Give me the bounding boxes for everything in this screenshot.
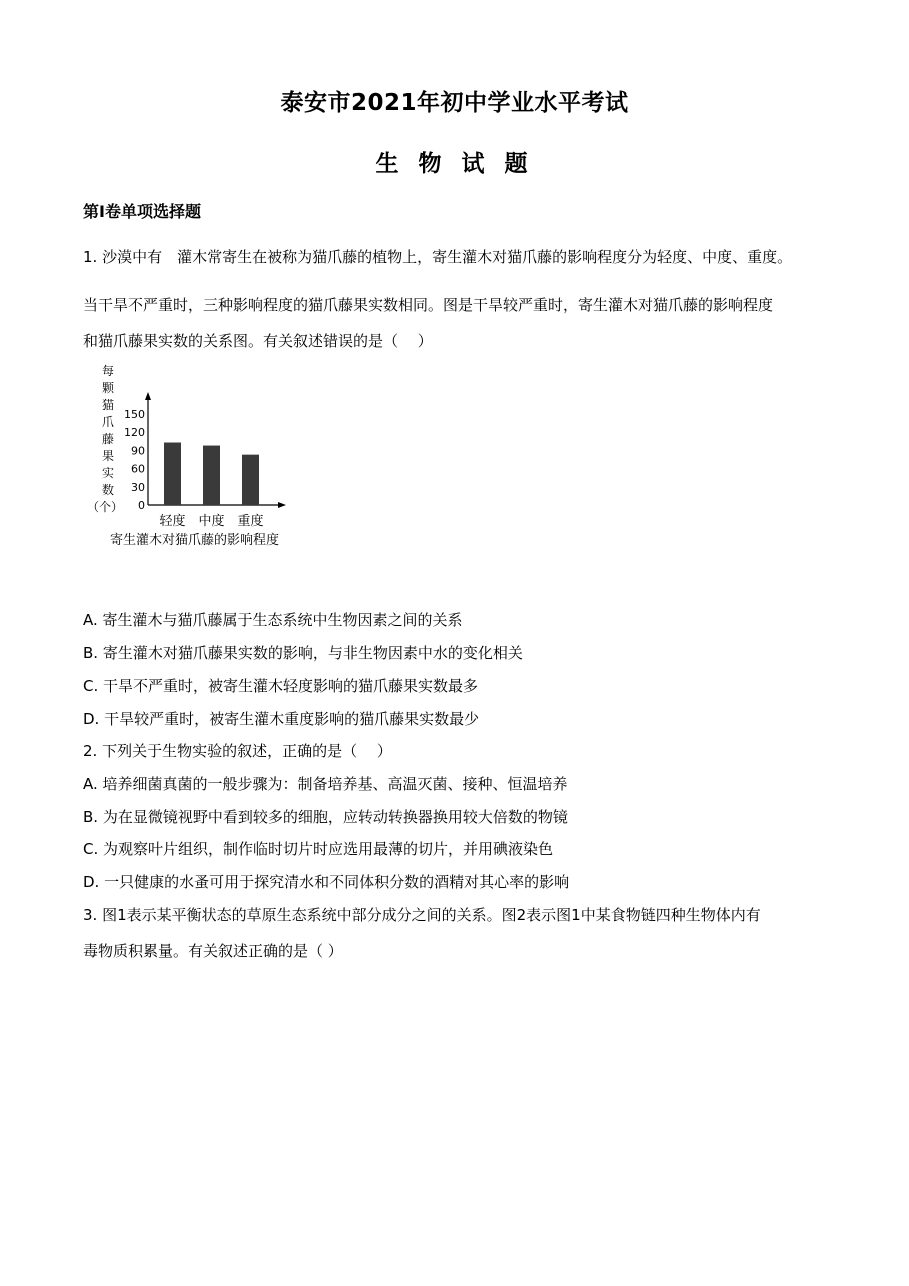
y-label-char: 果	[101, 449, 115, 463]
x-axis-label: 寄生灌木对猫爪藤的影响程度	[110, 533, 280, 548]
q1-line-2: 当干旱不严重时，三种影响程度的猫爪藤果实数相同。图是干旱较严重时，寄生灌木对猫爪藤的影响程度	[83, 296, 774, 314]
q1-line-1: 1. 沙漠中有 灌木常寄生在被称为猫爪藤的植物上，寄生灌木对猫爪藤的影响程度分为轻度、中度、重度。	[83, 248, 793, 266]
y-tick-label: 0	[138, 499, 145, 512]
bar	[242, 455, 259, 505]
x-tick-label: 重度	[237, 514, 264, 529]
y-axis-arrow	[145, 392, 151, 400]
q1-option-c: C. 干旱不严重时，被寄生灌木轻度影响的猫爪藤果实数最多	[83, 677, 479, 695]
q1-option-a: A. 寄生灌木与猫爪藤属于生态系统中生物因素之间的关系	[83, 611, 463, 629]
exam-title: 泰安市2021年初中学业水平考试	[280, 90, 629, 116]
q1-option-d: D. 干旱较严重时，被寄生灌木重度影响的猫爪藤果实数最少	[83, 710, 480, 728]
q3-line-2: 毒物质积累量。有关叙述正确的是（ ）	[83, 942, 343, 960]
y-label-char: 数	[101, 483, 115, 497]
x-axis-arrow	[278, 502, 286, 508]
bar	[164, 443, 181, 505]
y-label-char: 实	[101, 466, 115, 480]
y-tick-label: 60	[131, 462, 145, 476]
bars	[164, 443, 259, 505]
y-tick-labels	[124, 408, 145, 512]
q2-option-a: A. 培养细菌真菌的一般步骤为：制备培养基、高温灭菌、接种、恒温培养	[83, 775, 568, 793]
y-tick-label: 30	[131, 480, 145, 494]
bar	[203, 446, 220, 505]
q2-option-b: B. 为在显微镜视野中看到较多的细胞，应转动转换器换用较大倍数的物镜	[83, 808, 568, 826]
y-label-char: 猫	[101, 398, 115, 412]
y-label-char: 藤	[101, 432, 115, 446]
y-label-char: 爪	[101, 415, 115, 429]
x-tick-labels	[159, 513, 263, 529]
q2-stem: 2. 下列关于生物实验的叙述，正确的是（ ）	[83, 742, 392, 760]
q1-line-3: 和猫爪藤果实数的关系图。有关叙述错误的是（ ）	[83, 332, 433, 350]
section-heading: 第I卷单项选择题	[83, 202, 201, 221]
y-tick-label: 120	[124, 426, 145, 440]
q1-option-b: B. 寄生灌木对猫爪藤果实数的影响，与非生物因素中水的变化相关	[83, 644, 523, 662]
y-tick-label: 150	[124, 408, 145, 421]
y-tick-label: 90	[131, 444, 145, 458]
x-tick-label: 中度	[198, 514, 225, 529]
subject-title: 生 物 试 题	[375, 151, 534, 177]
y-label-char: 颗	[101, 381, 115, 395]
q2-option-d: D. 一只健康的水蚤可用于探究清水和不同体积分数的酒精对其心率的影响	[83, 873, 570, 891]
q3-line-1: 3. 图1表示某平衡状态的草原生态系统中部分成分之间的关系。图2表示图1中某食物链四种生物体内有	[83, 906, 761, 924]
q2-option-c: C. 为观察叶片组织，制作临时切片时应选用最薄的切片，并用碘液染色	[83, 840, 554, 858]
y-label-char: 每	[101, 364, 115, 378]
x-tick-label: 轻度	[159, 514, 186, 529]
y-label-char: （个）	[86, 500, 124, 514]
bar-chart	[83, 362, 323, 552]
y-axis-label	[87, 363, 123, 514]
